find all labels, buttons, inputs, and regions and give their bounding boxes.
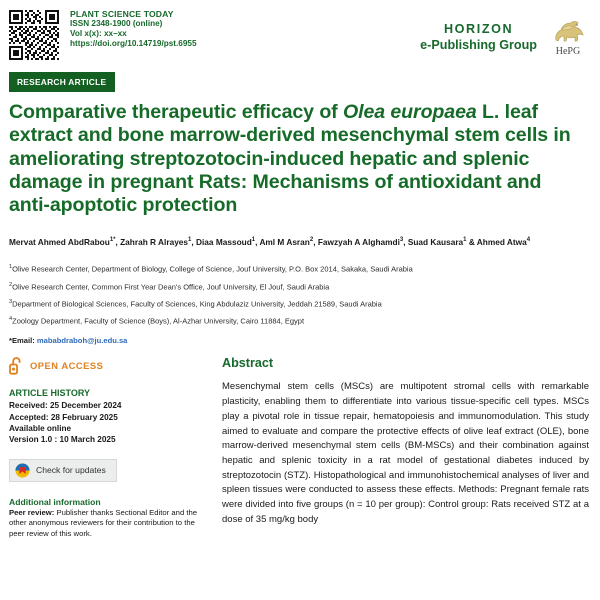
affiliation-text: Olive Research Center, Department of Biology, College of Science, Jouf University, P.O. Box 2014, Sakaka, Saudi Arabia: [12, 264, 413, 274]
open-access-badge[interactable]: [9, 356, 212, 375]
affiliation-item: [9, 299, 590, 309]
history-accepted: Accepted: 28 February 2025: [9, 412, 118, 422]
journal-title: PLANT SCIENCE TODAY: [70, 9, 174, 19]
journal-doi-link[interactable]: https://doi.org/10.14719/pst.6955: [70, 39, 197, 49]
publisher-branding: [420, 9, 590, 57]
affiliation-item: [9, 282, 590, 292]
hepg-wordmark: HePG: [555, 46, 581, 57]
title-species-italic: Olea europaea: [342, 101, 477, 123]
abstract-heading: Abstract: [222, 356, 274, 371]
title-part-2: L. leaf extract and bone marrow-derived mesenchymal stem cells in ameliorating streptozotocin-induced hepatic and splenic damage in pregnant Rats: Mechanisms of antioxidant and anti-apoptotic protection: [9, 101, 571, 217]
history-available: Available online: [9, 423, 72, 433]
open-lock-icon: [9, 356, 24, 375]
open-access-label: OPEN ACCESS: [30, 360, 104, 372]
article-type-badge: RESEARCH ARTICLE: [9, 72, 115, 92]
email-link[interactable]: mababdraboh@ju.edu.sa: [36, 336, 128, 346]
email-label: *Email:: [9, 336, 35, 346]
abstract-column: [212, 356, 600, 539]
journal-volume: Vol x(x): xx–xx: [70, 29, 127, 39]
additional-information: [9, 497, 212, 539]
history-version: Version 1.0 : 10 March 2025: [9, 435, 116, 445]
affiliation-marker: 3: [9, 299, 13, 306]
affiliation-item: [9, 264, 590, 274]
affiliation-list: [9, 264, 590, 326]
article-history: [9, 388, 212, 445]
affiliation-item: [9, 316, 590, 326]
affiliation-text: Olive Research Center, Common First Year Dean's Office, Jouf University, El Jouf, Saudi Arabia: [12, 282, 330, 292]
history-received: Received: 25 December 2024: [9, 401, 122, 411]
affiliation-marker: 2: [9, 281, 13, 288]
body-columns: [0, 356, 600, 539]
sidebar: [0, 356, 212, 539]
crossmark-icon: [15, 463, 30, 478]
peer-review-note: [9, 508, 212, 539]
journal-issn: ISSN 2348-1900 (online): [70, 19, 163, 29]
publisher-name-line2: e-Publishing Group: [420, 38, 537, 52]
publisher-name-line1: HORIZON: [443, 21, 514, 36]
affiliation-marker: 4: [9, 316, 13, 323]
hepg-logo: [546, 17, 590, 57]
winged-lion-icon: [548, 17, 588, 47]
additional-information-heading: Additional information: [9, 496, 101, 507]
journal-identity: [70, 9, 197, 49]
check-for-updates-button[interactable]: [9, 459, 117, 482]
corresponding-email: [9, 336, 600, 345]
page-title: [9, 101, 586, 218]
qr-code-icon[interactable]: [9, 10, 59, 60]
affiliation-marker: 1: [9, 264, 13, 271]
title-part-1: Comparative therapeutic efficacy of: [9, 101, 343, 123]
masthead: [0, 0, 600, 60]
peer-review-label: Peer review:: [9, 507, 55, 517]
affiliation-text: Department of Biological Sciences, Faculty of Sciences, King Abdulaziz University, Jeddah 21589, Saudi Arabia: [12, 299, 382, 309]
affiliation-text: Zoology Department, Faculty of Science (Boys), Al-Azhar University, Cairo 11884, Egypt: [12, 316, 305, 326]
check-for-updates-label: Check for updates: [36, 465, 106, 476]
author-list: Mervat Ahmed AbdRabou$^{1*}$, Zahrah R Alrayes$^1$, Diaa Massoud$^1$, Aml M Asran$^2$, Fawzyah A Alghamdi$^3$, Suad Kausara$^1$ & Ahmed Atwa$^4$: [9, 236, 531, 247]
abstract-text: Mesenchymal stem cells (MSCs) are multipotent stromal cells with remarkable plasticity, enabling them to differentiate into various tissue-specific cell types. MSCs play a pivotal role in tissue repair, hematopoiesis and immunomodulation. This study aimed to evaluate and compare the protective effects of olive leaf extract (OLE), bone marrow-derived mesenchymal stem cells (BM-MSCs) and their combination against hepatic and splenic toxicity in a rat model of gestational diabetes induced by streptozotocin (STZ). Histopathological and immunohistochemical analyses of liver and spleen tissues were conducted to assess these effects. Methods: Pregnant female rats were divided into five groups (n = 10 per group): Control group: Rats received STZ at a dose of 35 mg/kg body: [222, 381, 589, 525]
peer-review-text: Publisher thanks Sectional Editor and the other anonymous reviewers for their contribution to the peer review of this work.: [9, 507, 198, 538]
article-history-heading: ARTICLE HISTORY: [9, 388, 91, 399]
